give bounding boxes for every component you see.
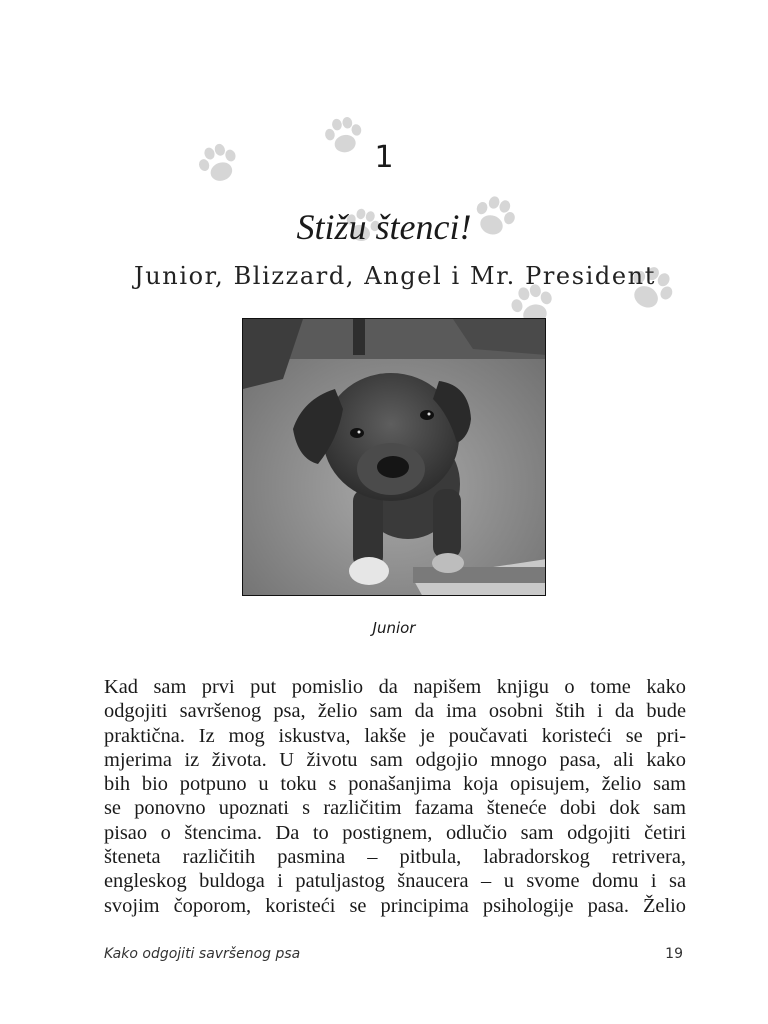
body-paragraph xyxy=(104,675,686,918)
footer-book-title: Kako odgojiti savršenog psa xyxy=(104,946,301,962)
chapter-title: Stižu štenci! xyxy=(296,207,472,247)
text-line: šteneta različitih pasmina – pitbula, labradorskog retrivera, xyxy=(104,846,686,869)
text-line: praktična. Iz mog iskustva, lakše je poučavati koristeći se pri- xyxy=(104,724,686,747)
text-line: engleskog buldoga i patuljastog šnaucera – u svome domu i sa xyxy=(104,870,686,893)
chapter-subtitle: Junior, Blizzard, Angel i Mr. President xyxy=(134,262,656,290)
page-number: 19 xyxy=(665,946,683,962)
text-line: mjerima iz života. U životu sam odgojio mnogo pasa, ali kako xyxy=(104,748,686,771)
text-line: pisao o štencima. Da to postignem, odlučio sam odgojiti četiri xyxy=(104,821,686,844)
chapter-number: 1 xyxy=(374,140,394,175)
text-line: se ponovno upoznati s različitim fazama šteneće dobi dok sam xyxy=(104,797,686,820)
text-line: odgojiti savršenog psa, želio sam da ima osobni štih i da bude xyxy=(104,700,686,723)
text-line: Kad sam prvi put pomislio da napišem knjigu o tome kako xyxy=(104,676,686,698)
puppy-photo xyxy=(242,318,546,596)
photo-caption: Junior xyxy=(372,619,416,637)
text-line: bih bio potpuno u toku s ponašanjima koja opisujem, želio sam xyxy=(104,773,686,796)
text-line: svojim čoporom, koristeći se principima psihologije pasa. Želio xyxy=(104,894,686,917)
